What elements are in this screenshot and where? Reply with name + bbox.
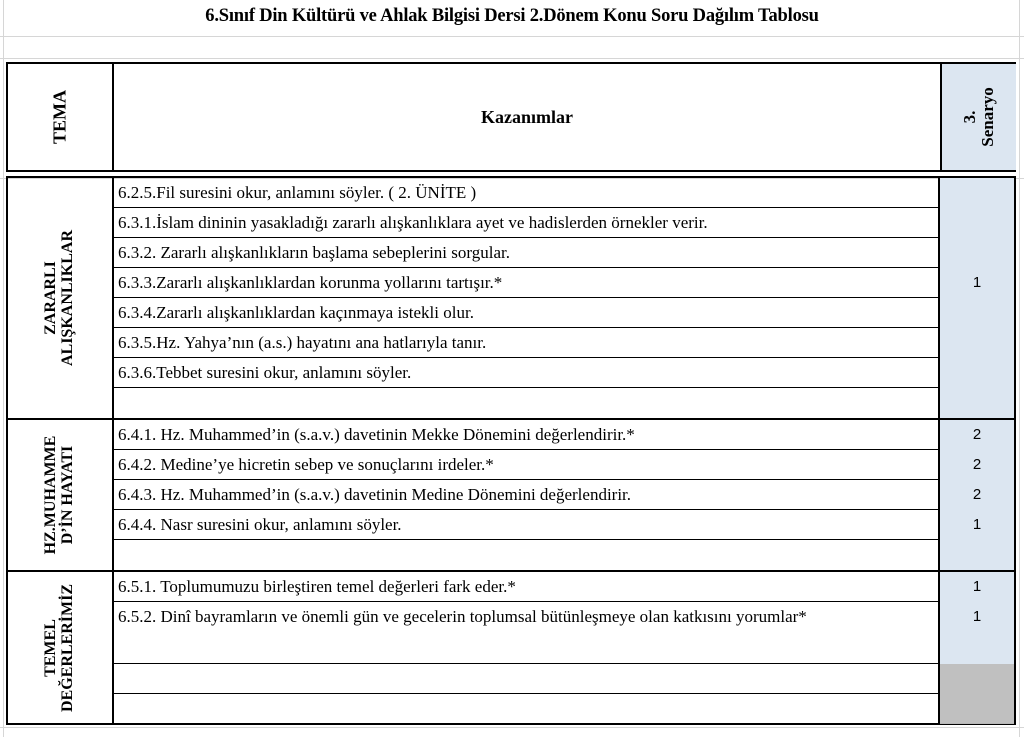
question-count [940,388,1014,419]
theme-block-hz-muhammed [6,418,1016,572]
kazanim-text: 6.4.3. Hz. Muhammed’in (s.a.v.) davetinin Medine Dönemini değerlendirir. [114,480,940,510]
kazanim-text: 6.3.4.Zararlı alışkanlıklardan kaçınmaya istekli olur. [114,298,940,328]
grid-line [0,36,1024,37]
table-row [114,602,1014,664]
theme-name-line1: HZ.MUHAMME [42,435,60,555]
question-count: 2 [940,450,1014,481]
table-row [114,358,1014,388]
question-count: 1 [940,268,1014,299]
kazanim-text [114,388,940,418]
theme-name [43,436,77,555]
document-title: 6.Sınıf Din Kültürü ve Ahlak Bilgisi Dersi 2.Dönem Konu Soru Dağılım Tablosu [205,6,819,26]
grid-line [0,727,1024,728]
table-row [114,420,1014,450]
kazanim-text: 6.4.4. Nasr suresini okur, anlamını söyler. [114,510,940,540]
table-row [114,178,1014,208]
kazanim-text: 6.3.2. Zararlı alışkanlıkların başlama sebeplerini sorgular. [114,238,940,268]
grid-line [0,58,1024,59]
kazanim-text [114,694,940,723]
kazanim-text: 6.4.1. Hz. Muhammed’in (s.a.v.) davetinin Mekke Dönemini değerlendirir.* [114,420,940,450]
theme-cell [8,420,114,570]
question-count [940,208,1014,239]
table-row [114,572,1014,602]
kazanim-text: 6.4.2. Medine’ye hicretin sebep ve sonuçlarını irdeler.* [114,450,940,480]
table-header [6,62,1016,172]
table-row [114,664,1014,694]
table-row [114,540,1014,570]
table-row [114,694,1014,723]
theme-rows [114,572,1014,723]
table-row [114,238,1014,268]
grid-line [1019,0,1020,737]
theme-cell [8,572,114,723]
theme-block-temel-degerler [6,570,1016,725]
question-count: 1 [940,572,1014,603]
senaryo-header-line2: Senaryo [978,87,997,147]
kazanim-text: 6.2.5.Fil suresini okur, anlamını söyler. ( 2. ÜNİTE ) [114,178,940,208]
table-row [114,388,1014,418]
theme-name [43,583,77,711]
senaryo-header [961,87,997,147]
table-row [114,450,1014,480]
question-count: 1 [940,602,1014,665]
theme-name-line2: DEĞERLERİMİZ [59,583,76,712]
grid-line [3,0,4,737]
table-row [114,268,1014,298]
question-count [940,298,1014,329]
senaryo-header-line1: 3. [960,110,980,124]
table-row [114,510,1014,540]
theme-name-line2: D’İN HAYATI [59,445,76,545]
question-count: 2 [940,480,1014,511]
table-row [114,328,1014,358]
question-count [940,664,1014,695]
table-row [114,480,1014,510]
theme-name [43,230,77,366]
senaryo-header-cell [940,64,1016,170]
kazanim-text: 6.3.5.Hz. Yahya’nın (a.s.) hayatını ana hatlarıyla tanır. [114,328,940,358]
theme-name-line2: ALIŞKANLIKLAR [59,229,76,367]
question-count [940,178,1014,209]
kazanimlar-header: Kazanımlar [481,106,573,127]
kazanim-text: 6.3.3.Zararlı alışkanlıklardan korunma yollarını tartışır.* [114,268,940,298]
kazanim-text [114,540,940,570]
table-row [114,208,1014,238]
tema-header-cell [8,64,114,170]
theme-name-line1: TEMEL [42,618,60,677]
question-count [940,328,1014,359]
question-count [940,358,1014,389]
kazanim-text: 6.3.6.Tebbet suresini okur, anlamını söyler. [114,358,940,388]
theme-name-line1: ZARARLI [42,261,60,335]
question-count [940,540,1014,571]
question-count [940,238,1014,269]
table-row [114,298,1014,328]
theme-rows [114,420,1014,570]
theme-block-zararli [6,176,1016,420]
question-count: 1 [940,510,1014,541]
theme-cell [8,178,114,418]
kazanim-text [114,664,940,694]
kazanim-text: 6.5.2. Dinî bayramların ve önemli gün ve gecelerin toplumsal bütünleşmeye olan katkısını yorumlar* [114,602,940,664]
kazanim-text: 6.3.1.İslam dininin yasakladığı zararlı alışkanlıklara ayet ve hadislerden örnekler verir. [114,208,940,238]
theme-rows [114,178,1014,418]
question-count: 2 [940,420,1014,451]
tema-header: TEMA [49,90,70,144]
kazanim-text: 6.5.1. Toplumumuzu birleştiren temel değerleri fark eder.* [114,572,940,602]
question-count [940,694,1014,724]
